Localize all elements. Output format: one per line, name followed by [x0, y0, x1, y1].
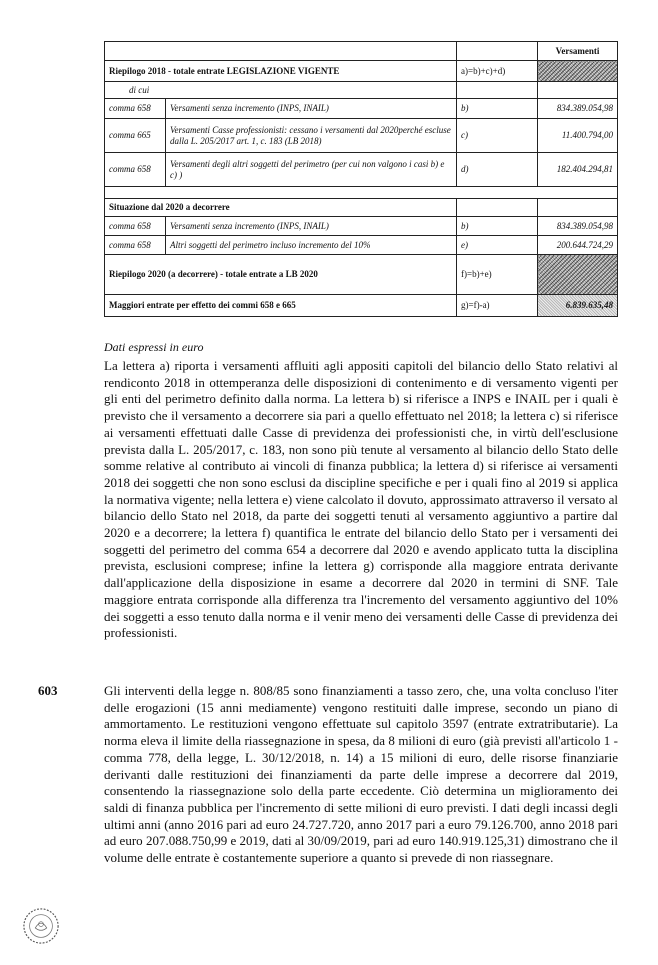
row-letter: f)=b)+e): [457, 255, 538, 295]
row-letter: g)=f)-a): [457, 295, 538, 317]
table-spacer-row: [105, 187, 618, 199]
row-label: Versamenti senza incremento (INPS, INAIL): [166, 99, 457, 119]
row-value: 834.389.054,98: [538, 217, 618, 236]
table-row: [105, 99, 618, 119]
table-row: [105, 295, 618, 317]
row-label: Versamenti Casse professionisti: cessano i versamenti dal 2020perché escluse dalla L. 205/2017 art. 1, c. 183 (LB 2018): [166, 119, 457, 153]
row-label: Versamenti degli altri soggetti del perimetro (per cui non valgono i casi b) e c) ): [166, 153, 457, 187]
row-comma: comma 658: [105, 153, 166, 187]
paragraph-body-1: La lettera a) riporta i versamenti affluiti agli appositi capitoli del bilancio dello Stato relativi al rendiconto 2018 in ottemperanza delle disposizioni di contenimento e di versamento vigenti per gli enti del perimetro definito dalla norma. La lettera b) si riferisce a INPS e INAIL per i quali è previsto che il versamento a decorrere sia pari a quello effettuato nel 2018; la lettera c) si riferisce ai versamenti effettuati dalle Casse di previdenza dei professionisti che, in virtù dell'esclusione prevista dalla L. 205/2017, c. 183, non sono più tenute al versamento al bilancio dello Stato delle somme relative al contributo ai vincoli di finanza pubblica; la lettera d) si riferisce ai versamenti 2018 dei soggetti che non sono esclusi da discipline specifiche e per i quali fino al 2019 si applica la normativa vigente; nella lettera e) viene calcolato il dovuto, approssimato attraverso il versato al bilancio dello Stato nel 2018, da parte dei soggetti tenuti al versamento aggiuntivo a partire dal 2020 e a decorrere; la lettera f) quantifica le entrate del bilancio dello Stato per i versamenti dei soggetti del perimetro del comma 654 a decorrere dal 2020 e avendo applicato tutta la disciplina prevista, esclusioni comprese; infine la lettera g) corrisponde alla maggiore entrata derivante dall'applicazione della disposizione in esame a decorrere dal 2020 in termini di SNF. Tale maggiore entrata corrisponde alla differenza tra l'incremento del versamento aggiuntivo del 10% dei soggetti a esso tenuto dalla norma e il venir meno dei versamenti delle Casse di previdenza dei professionisti.: [104, 358, 618, 641]
table-row: [105, 82, 618, 99]
table-row: [105, 153, 618, 187]
table-cell: [538, 199, 618, 217]
redacted-value-cell: [538, 255, 618, 295]
row-letter: b): [457, 99, 538, 119]
table-cell: [457, 42, 538, 61]
row-comma: comma 658: [105, 217, 166, 236]
table-cell: [105, 42, 457, 61]
table-cell: [457, 82, 538, 99]
row-label: Altri soggetti del perimetro incluso incremento del 10%: [166, 236, 457, 255]
table-caption: Dati espressi in euro: [104, 340, 204, 354]
redacted-value-cell: [538, 61, 618, 82]
row-value: 6.839.635,48: [538, 295, 618, 317]
row-letter: e): [457, 236, 538, 255]
row-label: Riepilogo 2018 - totale entrate LEGISLAZIONE VIGENTE: [105, 61, 457, 82]
row-value: 11.400.794,00: [538, 119, 618, 153]
row-value: 200.644.724,29: [538, 236, 618, 255]
row-label: Riepilogo 2020 (a decorrere) - totale entrate a LB 2020: [105, 255, 457, 295]
row-letter: c): [457, 119, 538, 153]
row-comma: comma 658: [105, 236, 166, 255]
row-label: Versamenti senza incremento (INPS, INAIL): [166, 217, 457, 236]
table-row: [105, 119, 618, 153]
table-cell: [105, 187, 618, 199]
paragraph-number: 603: [38, 683, 58, 698]
row-value: 182.404.294,81: [538, 153, 618, 187]
table-row: [105, 236, 618, 255]
table-row: [105, 199, 618, 217]
row-value: 834.389.054,98: [538, 99, 618, 119]
table-cell: [538, 82, 618, 99]
table-row: [105, 61, 618, 82]
table-header-row: [105, 42, 618, 61]
row-letter: a)=b)+c)+d): [457, 61, 538, 82]
column-header-versamenti: Versamenti: [538, 42, 618, 61]
table-cell: [457, 199, 538, 217]
paragraph-body-2: Gli interventi della legge n. 808/85 sono finanziamenti a tasso zero, che, una volta concluso l'iter delle erogazioni (15 anni mediamente) vengono restituiti dalle imprese, secondo un piano di ammortamento. Le restituzioni vengono effettuate sul capitolo 3597 (entrate extratributarie). La norma eleva il limite della riassegnazione in spesa, da 8 milioni di euro (già previsti all'articolo 1 - comma 778, della legge, L. 30/12/2018, n. 14) a 15 milioni di euro, delle risorse finanziarie derivanti dalle restituzioni dei finanziamenti da parte delle imprese a decorrere dal 2019, consentendo la riassegnazione solo della parte eccedente. Ciò determina un miglioramento dei saldi di finanza pubblica per l'incremento di sette milioni di euro previsti. I dati degli incassi degli ultimi anni (anno 2016 pari ad euro 24.727.720, anno 2017 pari a euro 79.126.700, anno 2018 pari ad euro 207.088.750,99 e 2019, dati al 30/09/2019, pari ad euro 140.919.125,31) dimostrano che il volume delle entrate è costantemente superiore a quanto si prevede di non riassegnare.: [104, 683, 618, 866]
row-label: Maggiori entrate per effetto dei commi 658 e 665: [105, 295, 457, 317]
row-label: Situazione dal 2020 a decorrere: [105, 199, 457, 217]
official-seal-icon: [22, 907, 60, 945]
row-comma: comma 665: [105, 119, 166, 153]
row-letter: d): [457, 153, 538, 187]
row-letter: b): [457, 217, 538, 236]
versamenti-table: [104, 41, 618, 317]
row-label: di cui: [105, 82, 457, 99]
table-row: [105, 217, 618, 236]
row-comma: comma 658: [105, 99, 166, 119]
table-row: [105, 255, 618, 295]
